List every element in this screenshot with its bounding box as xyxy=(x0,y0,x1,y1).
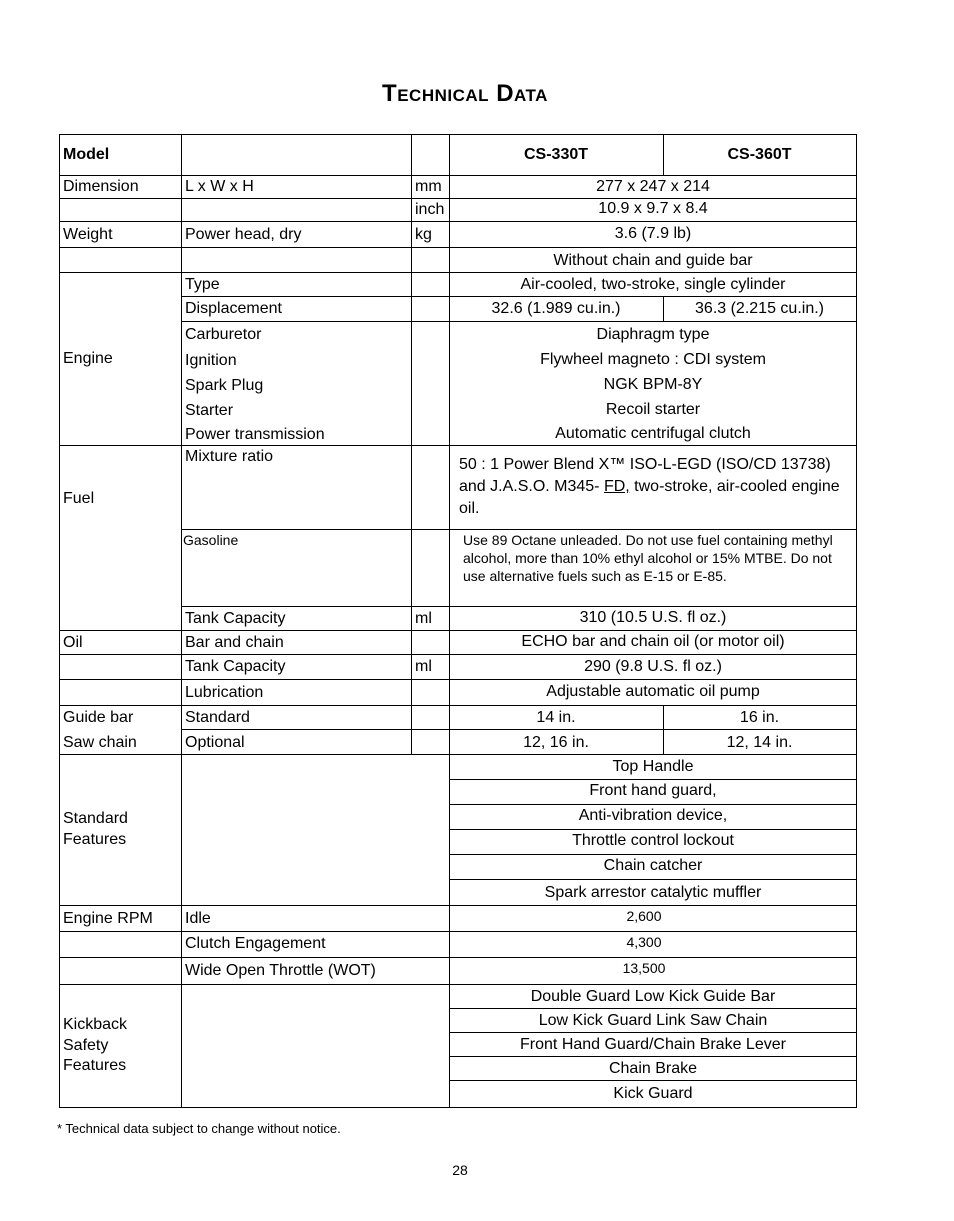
dimension-unit-mm: mm xyxy=(415,178,442,195)
kickback-kick-guard: Kick Guard xyxy=(613,1085,693,1102)
engine-type-value: Air-cooled, two-stroke, single cylinder xyxy=(520,276,786,293)
oil-tank-capacity-label: Tank Capacity xyxy=(185,658,286,675)
oil-bar-chain-value: ECHO bar and chain oil (or motor oil) xyxy=(521,633,785,650)
page-number: 28 xyxy=(452,1162,468,1178)
saw-chain-label: Saw chain xyxy=(63,734,137,751)
oil-lubrication-value: Adjustable automatic oil pump xyxy=(546,683,760,700)
kickback-front-hand-guard: Front Hand Guard/Chain Brake Lever xyxy=(520,1036,786,1053)
kickback-chain-brake: Chain Brake xyxy=(608,1060,698,1077)
engine-spark-plug-value: NGK BPM-8Y xyxy=(603,376,703,393)
dimension-mm-value: 277 x 247 x 214 xyxy=(596,178,710,195)
guide-standard-label: Standard xyxy=(185,709,250,726)
rpm-clutch-value: 4,300 xyxy=(626,934,662,950)
engine-rpm-label: Engine RPM xyxy=(63,910,153,927)
engine-displacement-cs330t: 32.6 (1.989 cu.in.) xyxy=(491,300,621,317)
fuel-tank-unit: ml xyxy=(415,610,432,627)
fuel-label: Fuel xyxy=(63,490,95,507)
oil-tank-unit: ml xyxy=(415,658,432,675)
engine-carburetor-label: Carburetor xyxy=(185,326,262,343)
guide-optional-cs330t: 12, 16 in. xyxy=(523,734,589,751)
engine-starter-label: Starter xyxy=(185,402,234,419)
fuel-tank-capacity-value: 310 (10.5 U.S. fl oz.) xyxy=(579,609,727,626)
kickback-label-line1: Kickback xyxy=(63,1016,128,1033)
weight-value: 3.6 (7.9 lb) xyxy=(614,225,692,242)
kickback-low-kick-chain: Low Kick Guard Link Saw Chain xyxy=(538,1012,768,1029)
oil-lubrication-label: Lubrication xyxy=(185,684,264,701)
weight-unit: kg xyxy=(415,226,432,243)
feature-throttle-lockout: Throttle control lockout xyxy=(572,832,734,849)
weight-param: Power head, dry xyxy=(185,226,302,243)
fuel-mixture-label: Mixture ratio xyxy=(185,448,274,465)
weight-note: Without chain and guide bar xyxy=(553,252,753,269)
dimension-param: L x W x H xyxy=(185,178,254,195)
fuel-gasoline-value: Use 89 Octane unleaded. Do not use fuel containing methyl alcohol, more than 10% ethyl alcohol or 15% MTBE. Do not use alternative fuels such as E-15 or E-85. xyxy=(463,532,833,584)
standard-features-label-line2: Features xyxy=(63,831,127,848)
model-cs330t-header: CS-330T xyxy=(523,146,589,163)
page-title: Technical Data xyxy=(382,80,548,107)
rpm-clutch-label: Clutch Engagement xyxy=(185,935,326,952)
model-header: Model xyxy=(63,146,110,163)
engine-power-transmission-value: Automatic centrifugal clutch xyxy=(555,425,751,442)
guide-standard-cs330t: 14 in. xyxy=(536,709,576,726)
dimension-label: Dimension xyxy=(63,178,139,195)
oil-bar-chain-label: Bar and chain xyxy=(185,634,284,651)
rpm-wot-label: Wide Open Throttle (WOT) xyxy=(185,962,376,979)
feature-anti-vibration: Anti-vibration device, xyxy=(578,807,728,824)
feature-front-hand-guard: Front hand guard, xyxy=(589,782,717,799)
feature-top-handle: Top Handle xyxy=(612,758,694,775)
dimension-inch-value: 10.9 x 9.7 x 8.4 xyxy=(598,200,708,217)
standard-features-label-line1: Standard xyxy=(63,810,128,827)
oil-tank-capacity-value: 290 (9.8 U.S. fl oz.) xyxy=(584,658,722,675)
fuel-gasoline-label: Gasoline xyxy=(183,532,239,548)
model-cs360t-header: CS-360T xyxy=(727,146,792,163)
feature-chain-catcher: Chain catcher xyxy=(603,857,703,874)
kickback-label-line3: Features xyxy=(63,1057,127,1074)
engine-power-transmission-label: Power transmission xyxy=(185,426,325,443)
fuel-tank-capacity-label: Tank Capacity xyxy=(185,610,286,627)
fuel-mixture-value: 50 : 1 Power Blend X™ ISO-L-EGD (ISO/CD 13738) and J.A.S.O. M345- FD, two-stroke, air-cooled engine oil. xyxy=(459,456,840,517)
guide-bar-label: Guide bar xyxy=(63,709,134,726)
rpm-idle-label: Idle xyxy=(185,910,211,927)
engine-displacement-cs360t: 36.3 (2.215 cu.in.) xyxy=(695,300,824,317)
guide-optional-cs360t: 12, 14 in. xyxy=(726,734,793,751)
engine-ignition-label: Ignition xyxy=(185,352,237,369)
engine-label: Engine xyxy=(63,350,113,367)
footnote: * Technical data subject to change without notice. xyxy=(57,1121,341,1136)
dimension-unit-inch: inch xyxy=(415,201,445,218)
engine-starter-value: Recoil starter xyxy=(605,401,701,418)
guide-optional-label: Optional xyxy=(185,734,245,751)
kickback-double-guard-bar: Double Guard Low Kick Guide Bar xyxy=(530,988,776,1005)
feature-spark-arrestor: Spark arrestor catalytic muffler xyxy=(544,884,762,901)
engine-carburetor-value: Diaphragm type xyxy=(596,326,710,343)
engine-displacement-label: Displacement xyxy=(185,300,282,317)
engine-spark-plug-label: Spark Plug xyxy=(185,377,264,394)
weight-label: Weight xyxy=(63,226,113,243)
rpm-idle-value: 2,600 xyxy=(626,908,662,924)
oil-label: Oil xyxy=(63,634,83,651)
rpm-wot-value: 13,500 xyxy=(622,960,666,976)
guide-standard-cs360t: 16 in. xyxy=(739,709,780,726)
engine-type-label: Type xyxy=(185,276,220,293)
kickback-label-line2: Safety xyxy=(63,1037,109,1054)
engine-ignition-value: Flywheel magneto : CDI system xyxy=(540,351,766,368)
